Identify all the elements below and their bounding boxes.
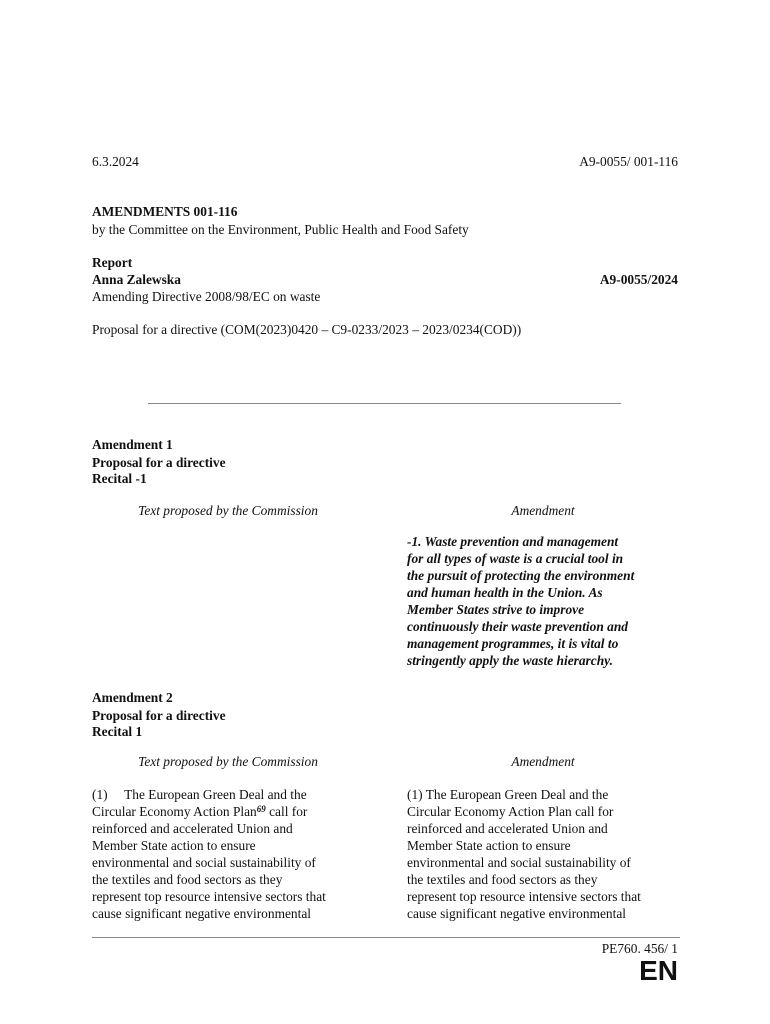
amendment-2-act: Proposal for a directive [92, 708, 226, 723]
separator-rule [148, 403, 621, 404]
amendment-2-amendment-text: (1) The European Green Deal and the Circular Economy Action Plan call for reinforced and accelerated Union and Member State action to ensure environmental and social sustainability of the textiles and food sectors as they represent top resource intensive sectors that cause significant negative environmental [407, 787, 641, 921]
document-reference: A9-0055/ 001-116 [579, 154, 678, 169]
amendment-1-right-heading: Amendment [511, 503, 575, 518]
commission-text-line-2-end: call for [265, 804, 308, 819]
amendment-1-left-heading: Text proposed by the Commission [138, 503, 318, 518]
amendment-1-act: Proposal for a directive [92, 455, 226, 470]
language-code: EN [639, 955, 678, 986]
amendment-1-amendment-text: -1. Waste prevention and management for all types of waste is a crucial tool in the pursuit of protecting the environment and human health in the Union. As Member States strive to improve continuously their waste prevention and management programmes, it is vital to stringently apply the waste hierarchy. [407, 534, 635, 668]
commission-text-rest: reinforced and accelerated Union and Member State action to ensure environmental and social sustainability of the textiles and food sectors as they represent top resource intensive sectors that cause significant negative environmental [92, 821, 326, 921]
commission-text-line-2-start: Circular Economy Action Plan [92, 804, 257, 819]
commission-text-line-2 [92, 803, 377, 820]
amendment-1-location: Recital -1 [92, 471, 147, 486]
committee-line: by the Committee on the Environment, Public Health and Food Safety [92, 222, 469, 237]
report-subject: Amending Directive 2008/98/EC on waste [92, 289, 321, 304]
page-reference: PE760. 456/ 1 [601, 941, 678, 956]
amendment-2-location: Recital 1 [92, 724, 143, 739]
amendment-2-right-heading: Amendment [511, 754, 575, 769]
report-number: A9-0055/2024 [599, 272, 678, 287]
amendment-1-number: Amendment 1 [92, 437, 173, 452]
amendment-2-commission-text [92, 786, 377, 922]
commission-text-line-1: (1) The European Green Deal and the [92, 787, 307, 802]
procedure-reference: Proposal for a directive (COM(2023)0420 – C9-0233/2023 – 2023/0234(COD)) [92, 322, 522, 337]
amendment-2-left-heading: Text proposed by the Commission [138, 754, 318, 769]
document-date: 6.3.2024 [92, 154, 139, 169]
footnote-reference[interactable]: 69 [256, 804, 266, 814]
rapporteur-name: Anna Zalewska [92, 272, 181, 287]
amendment-2-number: Amendment 2 [92, 690, 173, 705]
report-label: Report [92, 255, 133, 270]
amendments-title: AMENDMENTS 001-116 [92, 204, 238, 219]
footer-rule [92, 937, 680, 938]
